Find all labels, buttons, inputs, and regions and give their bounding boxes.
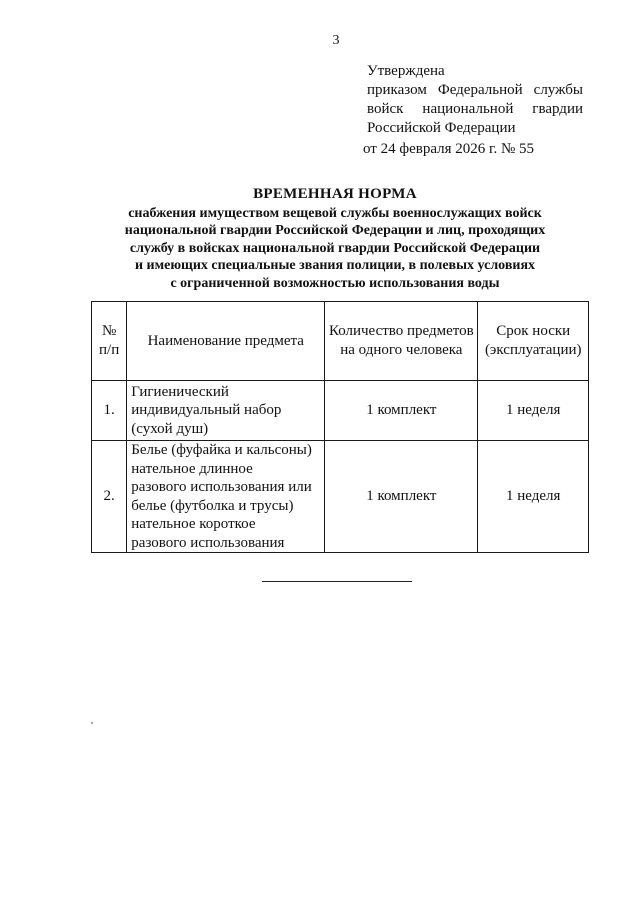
approval-line: войск национальной гвардии bbox=[367, 101, 583, 117]
approval-line: Утверждена bbox=[367, 63, 445, 79]
approval-line: приказом Федеральной службы bbox=[367, 82, 583, 98]
cell-name-line: (сухой душ) bbox=[131, 420, 209, 437]
subtitle-line: национальной гвардии Российской Федерации и лиц, проходящих bbox=[124, 223, 546, 238]
cell-name-line: разового использования или bbox=[131, 479, 312, 495]
header-quantity bbox=[325, 302, 478, 381]
table-row bbox=[92, 441, 589, 553]
header-name: Наименование предмета bbox=[127, 302, 325, 381]
approval-stamp bbox=[363, 62, 583, 159]
cell-name bbox=[127, 441, 325, 553]
cell-name-line: Гигиенический bbox=[131, 383, 229, 400]
approval-date-line: от 24 февраля 2026 г. № 55 bbox=[363, 141, 535, 157]
cell-quantity: 1 комплект bbox=[325, 441, 478, 553]
approval-line: Российской Федерации bbox=[367, 120, 516, 136]
cell-name-line: Белье (фуфайка и кальсоны) bbox=[131, 442, 312, 458]
cell-name-line: разового использования bbox=[131, 534, 285, 551]
cell-name bbox=[127, 381, 325, 441]
header-term-line: Срок носки bbox=[496, 323, 571, 339]
header-quantity-line: на одного человека bbox=[340, 342, 463, 358]
subtitle-line: и имеющих специальные звания полиции, в полевых условиях bbox=[134, 258, 536, 273]
cell-quantity: 1 комплект bbox=[325, 381, 478, 441]
norm-table-container bbox=[91, 301, 589, 553]
main-title: ВРЕМЕННАЯ НОРМА bbox=[253, 186, 417, 202]
header-quantity-line: Количество предметов bbox=[328, 323, 474, 339]
end-divider-line bbox=[262, 581, 412, 582]
header-num-line: № bbox=[101, 323, 117, 339]
document-title bbox=[80, 186, 590, 292]
cell-num: 2. bbox=[92, 441, 127, 553]
header-term bbox=[478, 302, 589, 381]
cell-term: 1 неделя bbox=[478, 381, 589, 441]
header-num-line: п/п bbox=[99, 342, 120, 358]
cell-term: 1 неделя bbox=[478, 441, 589, 553]
cell-num: 1. bbox=[92, 381, 127, 441]
table-header-row bbox=[92, 302, 589, 381]
subtitle-line: с ограниченной возможностью использования воды bbox=[170, 275, 500, 291]
cell-name-line: нательное короткое bbox=[131, 516, 256, 532]
scan-speck bbox=[91, 722, 93, 724]
page-number: 3 bbox=[332, 33, 340, 48]
cell-name-line: индивидуальный набор bbox=[131, 402, 282, 419]
subtitle-line: снабжения имуществом вещевой службы военнослужащих войск bbox=[128, 205, 542, 221]
subtitle-line: службу в войсках национальной гвардии Российской Федерации bbox=[129, 240, 541, 256]
cell-name-line: нательное длинное bbox=[131, 460, 253, 477]
header-term-line: (эксплуатации) bbox=[484, 342, 582, 358]
header-num bbox=[92, 302, 127, 381]
table-row bbox=[92, 381, 589, 441]
norm-table bbox=[91, 301, 589, 553]
cell-name-line: белье (футболка и трусы) bbox=[131, 497, 294, 514]
